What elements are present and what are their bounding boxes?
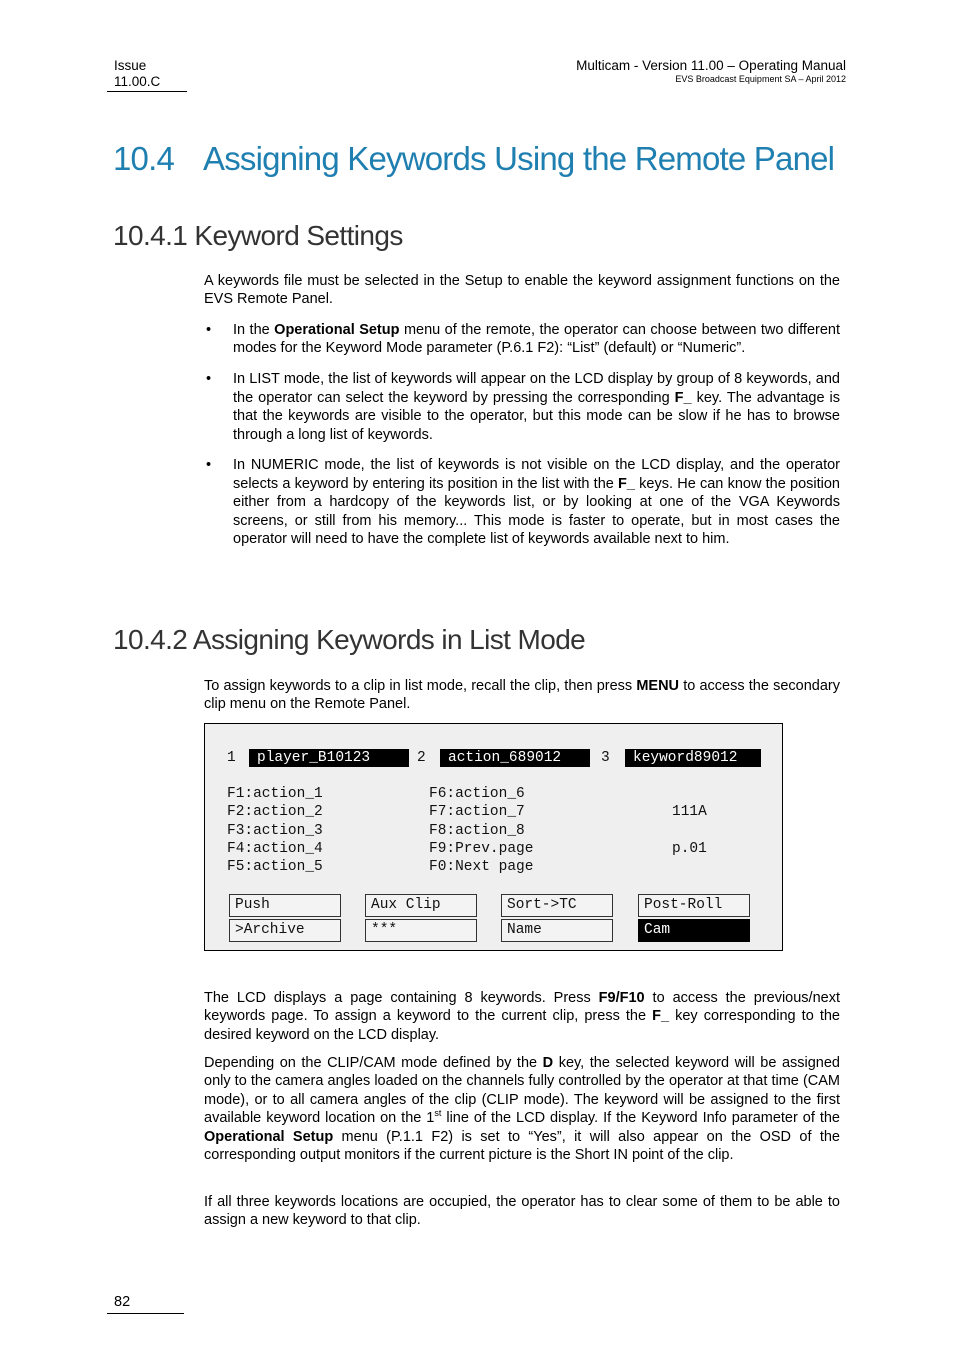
keyword-slot-1: player_B10123 [249,749,409,767]
issue-number: 11.00.C [114,74,161,89]
list-item: • In NUMERIC mode, the list of keywords is not visible on the LCD display, and the operator selects a keyword by entering its position in the list with the F_ keys. He can know the position either from a hardcopy of the keywords list, or by looking at one of the VGA Keywords screens, or still from his memory... This mode is faster to operate, but in most cases the operator will need to have the complete list of keywords available next to him. [206,457,840,548]
f-key-keyword: F8:action_8 [429,823,525,839]
doc-title-block [576,58,846,85]
lcd-button-push: Push [229,894,341,917]
intro-paragraph: A keywords file must be selected in the Setup to enable the keyword assignment functions on the EVS Remote Panel. [204,273,840,308]
keyword-slot-2-number: 2 [417,750,426,766]
doc-title: Multicam - Version 11.00 – Operating Manual [576,58,846,73]
lcd-button-sort-tc: Sort->TC [501,894,613,917]
bullet-dot: • [206,322,212,338]
page-number: 82 [114,1294,131,1310]
issue-label: Issue [114,58,147,73]
footer-rule [107,1313,184,1314]
page-indicator: p.01 [672,841,707,857]
lcd-button-aux-clip: Aux Clip [365,894,477,917]
lcd-button-post-roll: Post-Roll [638,894,750,917]
f-key-keyword: F1:action_1 [227,786,323,802]
lcd-display [204,723,783,951]
doc-subtitle: EVS Broadcast Equipment SA – April 2012 [675,74,846,84]
list-item: • In the Operational Setup menu of the remote, the operator can choose between two different modes for the Keyword Mode parameter (P.6.1 F2): “List” (default) or “Numeric”. [206,322,840,357]
lcd-button-cam: Cam [638,919,750,942]
lcd-button-stars: *** [365,919,477,942]
f-key-keyword: F3:action_3 [227,823,323,839]
clip-id: 111A [672,804,707,820]
header-rule [107,91,187,92]
lcd-button-archive: >Archive [229,919,341,942]
paragraph: Depending on the CLIP/CAM mode defined by the D key, the selected keyword will be assigned only to the camera angles loaded on the channels fully controlled by the operator at that time (CAM mode), or to all camera angles of the clip (CLIP mode). The keyword will be assigned to the first available keyword location on the 1st line of the LCD display. If the Keyword Info parameter of the Operational Setup menu (P.1.1 F2) is set to “Yes”, it will also appear on the OSD of the corresponding output monitors if the current picture is the Short IN point of the clip. [204,1055,840,1164]
list-item: • In LIST mode, the list of keywords will appear on the LCD display by group of 8 keywords, and the operator can select the keyword by pressing the corresponding F_ key. The advantage is that the keywords are visible to the operator, but this mode can be slow if he has to browse through a long list of keywords. [206,371,841,443]
bullet-dot: • [206,457,212,474]
section-number: 10.4 [113,140,175,177]
f-key-prev-page: F9:Prev.page [429,841,534,857]
keyword-slot-2: action_689012 [440,749,590,767]
f-key-keyword: F4:action_4 [227,841,323,857]
issue-block [114,58,160,90]
paragraph: To assign keywords to a clip in list mode, recall the clip, then press MENU to access the secondary clip menu on the Remote Panel. [204,678,840,713]
keyword-slot-1-number: 1 [227,750,236,766]
f-key-keyword: F2:action_2 [227,804,323,820]
keyword-slot-3: keyword89012 [625,749,761,767]
section-heading [113,140,834,178]
subsection-heading-keyword-settings: 10.4.1 Keyword Settings [113,220,403,251]
f-key-next-page: F0:Next page [429,859,534,875]
lcd-button-name: Name [501,919,613,942]
f-key-keyword: F5:action_5 [227,859,323,875]
bullet-list [204,321,840,561]
bullet-dot: • [206,371,212,388]
keyword-slot-3-number: 3 [601,750,610,766]
subsection-heading-list-mode: 10.4.2 Assigning Keywords in List Mode [113,624,586,655]
paragraph: If all three keywords locations are occupied, the operator has to clear some of them to be able to assign a new keyword to that clip. [204,1194,840,1229]
f-key-keyword: F6:action_6 [429,786,525,802]
paragraph: The LCD displays a page containing 8 keywords. Press F9/F10 to access the previous/next keywords page. To assign a keyword to the current clip, press the F_ key corresponding to the desired keyword on the LCD display. [204,990,840,1043]
f-key-keyword: F7:action_7 [429,804,525,820]
section-title: Assigning Keywords Using the Remote Panel [203,140,835,177]
